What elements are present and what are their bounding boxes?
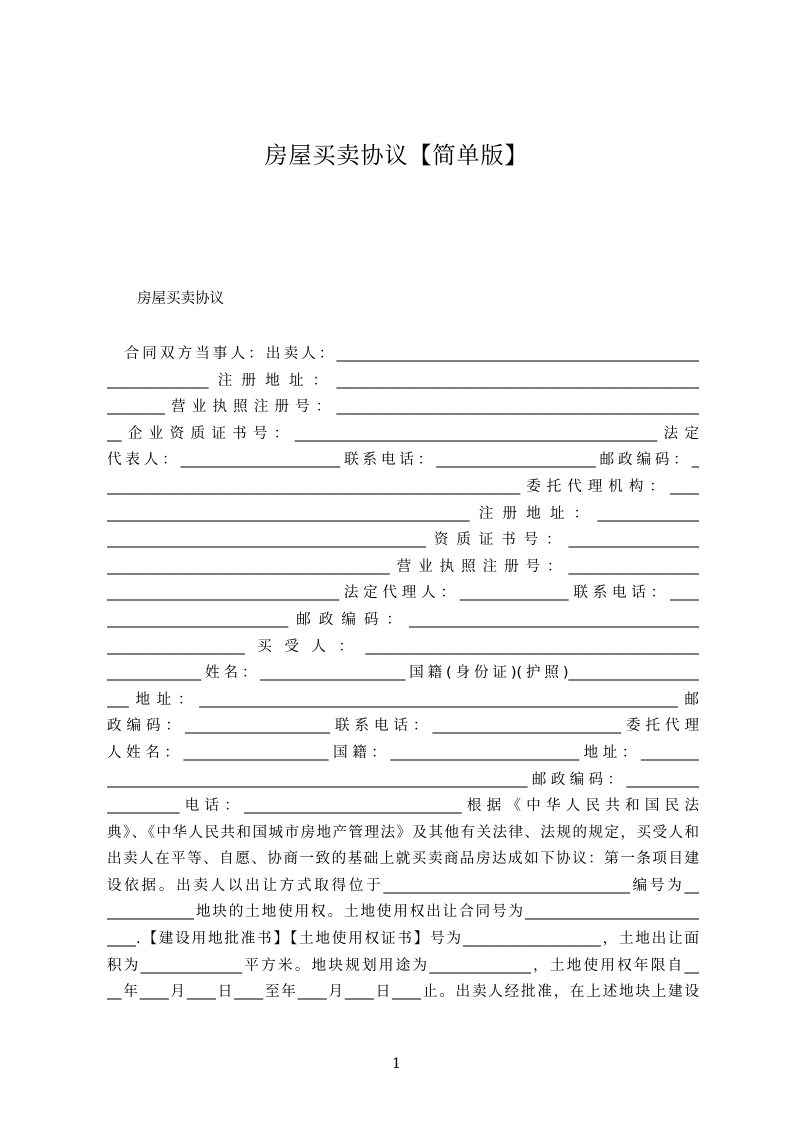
page-number: 1 (392, 1056, 401, 1072)
contract-line: 人姓名：____________________国籍：__________________________地址：________ (107, 744, 699, 761)
contract-line: 合同双方当事人：出卖人：__________________________________________________ (107, 346, 699, 362)
document-title: 房屋买卖协议【简单版】 (264, 143, 529, 169)
document-subtitle: 房屋买卖协议 (137, 291, 224, 307)
contract-line: ________营业执照注册号：__________________________________________________ (107, 399, 699, 416)
contract-line: ____________地块的土地使用权。土地使用权出让合同号为________________________ (107, 904, 699, 921)
contract-line: 典》、《中华人民共和国城市房地产管理法》及其他有关法律、法规的规定，买受人和 (107, 824, 699, 841)
contract-line: __企业资质证书号：__________________________________________________法定 (107, 425, 699, 442)
contract-line: ______________注册地址：__________________________________________________ (107, 372, 699, 389)
contract-line: ____.【建设用地批准书】【土地使用权证书】号为___________________，土地出让面 (107, 931, 699, 948)
contract-line: __________电话：______________________________根据《中华人民共和国民法 (107, 798, 699, 815)
contract-line: _________________________________________________________委托代理机构：____ (107, 478, 699, 495)
contract-line: __________________________________________________注册地址：______________ (107, 505, 699, 522)
contract-line: __年____月____日____至年____月____日____止。出卖人经批准，在上述地块上建设 (107, 984, 699, 1001)
contract-line: 设依据。出卖人以出让方式取得位于__________________________________编号为__ (107, 877, 699, 894)
contract-line: 政编码：____________________联系电话：__________________________委托代理 (107, 718, 699, 735)
contract-body (107, 341, 699, 1006)
contract-line: _____________姓名：____________________国籍(身份证)(护照)__________________ (107, 665, 699, 682)
contract-line: 积为______________平方米。地块规划用途为______________，土地使用权年限自__ (107, 957, 699, 974)
contract-line: _______________________________________营业执照注册号：__________________ (107, 558, 699, 575)
contract-line: ___地址：__________________________________________________________________邮 (107, 691, 699, 708)
contract-line: ________________________________法定代理人：_______________联系电话：____ (107, 585, 699, 602)
contract-line: ___________________买受人：______________________________________________ (107, 638, 699, 655)
contract-line: 代表人：______________________联系电话：______________________邮政编码：_ (107, 452, 699, 469)
contract-line: 出卖人在平等、自愿、协商一致的基础上就买卖商品房达成如下协议：第一条项目建 (107, 851, 699, 868)
contract-line: ____________________________________________资质证书号：__________________ (107, 532, 699, 549)
contract-line: _________________________邮政编码：________________________________________ (107, 611, 699, 628)
contract-line: __________________________________________________________邮政编码：__________ (107, 771, 699, 788)
